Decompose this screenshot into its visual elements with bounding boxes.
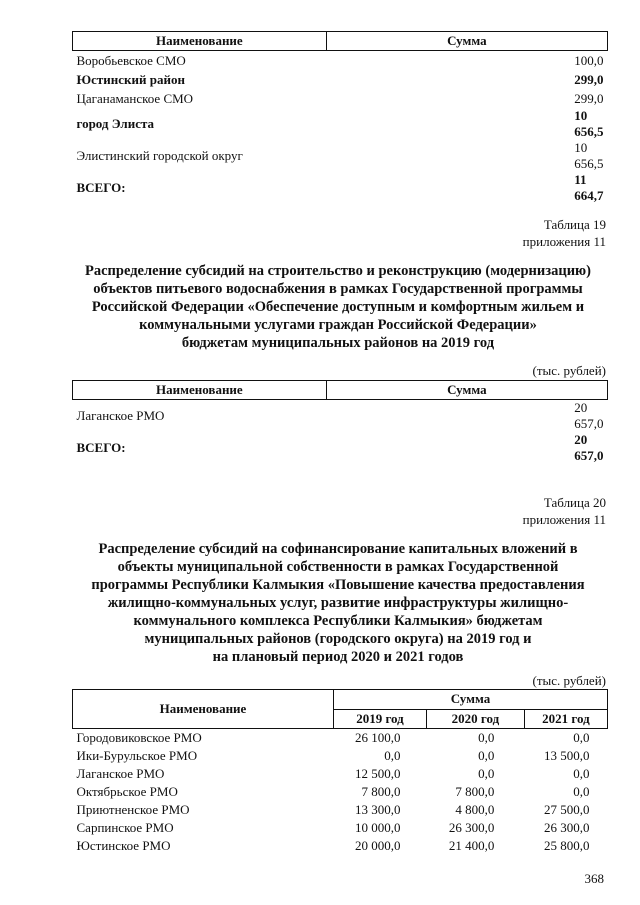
- title-line: Распределение субсидий на строительство и реконструкцию (модернизацию): [85, 263, 591, 279]
- table-row: [73, 89, 608, 108]
- row-name: Юстинское РМО: [76, 838, 171, 853]
- row-value: 27 500,0: [544, 802, 590, 817]
- column-header-name: Наименование: [73, 32, 327, 51]
- table-row: [73, 729, 608, 748]
- row-value: 25 800,0: [544, 838, 590, 853]
- column-header-year: 2019 год: [334, 709, 427, 729]
- row-value: 26 300,0: [448, 820, 495, 835]
- table-row: [73, 819, 608, 837]
- row-sum: 20 657,0: [574, 400, 604, 431]
- page-number: 368: [584, 871, 604, 886]
- title-line: коммунального комплекса Республики Калмыкия» бюджетам: [133, 613, 543, 629]
- row-value: 21 400,0: [448, 838, 495, 853]
- title-line: объекты муниципальной собственности в рамках Государственной: [117, 559, 559, 575]
- row-sum: 11 664,7: [574, 172, 604, 203]
- row-sum: 10 656,5: [574, 108, 604, 139]
- table-20-reference: [523, 494, 606, 528]
- units-label: (тыс. рублей): [532, 363, 606, 378]
- table-20-title: [60, 540, 616, 666]
- table-row: [73, 400, 608, 433]
- row-value: 0,0: [573, 784, 590, 799]
- row-name: ВСЕГО:: [76, 180, 126, 195]
- title-line: Российской Федерации «Обеспечение доступным и комфортным жильем и: [91, 299, 585, 315]
- table-row: [73, 765, 608, 783]
- row-name: город Элиста: [76, 116, 155, 131]
- row-name: Лаганское РМО: [76, 766, 165, 781]
- table-row: [73, 172, 608, 204]
- column-header-name: Наименование: [73, 381, 327, 400]
- row-sum: 299,0: [574, 90, 604, 106]
- row-name: Ики-Бурульское РМО: [76, 748, 198, 763]
- row-value: 26 100,0: [354, 730, 401, 745]
- column-header-name: Наименование: [73, 690, 334, 729]
- table-20: [72, 689, 608, 855]
- row-value: 0,0: [478, 730, 495, 745]
- title-line: муниципальных районов (городского округа) на 2019 год и: [144, 631, 532, 647]
- units-label: (тыс. рублей): [532, 673, 606, 688]
- row-value: 10 000,0: [354, 820, 401, 835]
- row-sum: 20 657,0: [574, 432, 604, 463]
- row-value: 7 800,0: [455, 784, 495, 799]
- row-name: Городовиковское РМО: [76, 730, 202, 745]
- table-row: [73, 432, 608, 464]
- appendix-reference: приложения 11: [522, 512, 606, 527]
- row-value: 20 000,0: [354, 838, 401, 853]
- title-line: Распределение субсидий на софинансирование капитальных вложений в: [98, 541, 578, 557]
- table-row: [73, 108, 608, 140]
- table-row: [73, 783, 608, 801]
- row-value: 13 500,0: [544, 748, 590, 763]
- row-value: 12 500,0: [354, 766, 401, 781]
- row-name: ВСЕГО:: [76, 440, 126, 455]
- table-row: [73, 140, 608, 172]
- row-value: 7 800,0: [361, 784, 401, 799]
- row-value: 0,0: [384, 748, 401, 763]
- row-sum: 100,0: [574, 52, 604, 68]
- column-header-sum: Сумма: [334, 690, 608, 710]
- row-name: Лаганское РМО: [76, 408, 165, 423]
- row-value: 13 300,0: [354, 802, 401, 817]
- table-header-row: [73, 690, 608, 710]
- row-name: Октябрьское РМО: [76, 784, 178, 799]
- title-line: коммунальными услугами граждан Российской Федерации»: [139, 317, 537, 333]
- row-name: Приютненское РМО: [76, 802, 190, 817]
- column-header-year: 2020 год: [426, 709, 524, 729]
- table-row: [73, 837, 608, 855]
- row-value: 26 300,0: [544, 820, 590, 835]
- row-name: Элистинский городской округ: [76, 148, 243, 163]
- row-value: 0,0: [478, 766, 495, 781]
- appendix-reference: приложения 11: [522, 234, 606, 249]
- row-value: 4 800,0: [455, 802, 495, 817]
- table-row: [73, 747, 608, 765]
- table-19: [72, 380, 608, 464]
- title-line: программы Республики Калмыкия «Повышение качества предоставления: [91, 577, 585, 593]
- column-header-sum: Сумма: [326, 381, 607, 400]
- row-value: 0,0: [573, 730, 590, 745]
- row-value: 0,0: [478, 748, 495, 763]
- table-header-row: [73, 381, 608, 400]
- row-name: Сарпинское РМО: [76, 820, 174, 835]
- row-sum: 10 656,5: [574, 140, 604, 171]
- allocation-table-continued: [72, 31, 608, 204]
- title-line: жилищно-коммунальных услуг, развитие инфраструктуры жилищно-: [107, 595, 569, 611]
- table-header-row: [73, 32, 608, 51]
- title-line: бюджетам муниципальных районов на 2019 год: [181, 335, 495, 351]
- table-row: [73, 801, 608, 819]
- table-row: [73, 70, 608, 89]
- title-line: объектов питьевого водоснабжения в рамках Государственной программы: [93, 281, 583, 297]
- table-row: [73, 51, 608, 71]
- row-name: Юстинский район: [76, 71, 185, 87]
- title-line: на плановый период 2020 и 2021 годов: [212, 649, 464, 665]
- column-header-sum: Сумма: [326, 32, 607, 51]
- row-sum: 299,0: [574, 71, 604, 87]
- table-number: Таблица 19: [543, 217, 606, 232]
- row-name: Воробьевское СМО: [76, 52, 186, 68]
- column-header-year: 2021 год: [524, 709, 607, 729]
- table-number: Таблица 20: [543, 495, 606, 510]
- row-name: Цаганаманское СМО: [76, 90, 194, 106]
- table-19-title: [60, 262, 616, 352]
- row-value: 0,0: [573, 766, 590, 781]
- table-19-reference: [523, 216, 606, 250]
